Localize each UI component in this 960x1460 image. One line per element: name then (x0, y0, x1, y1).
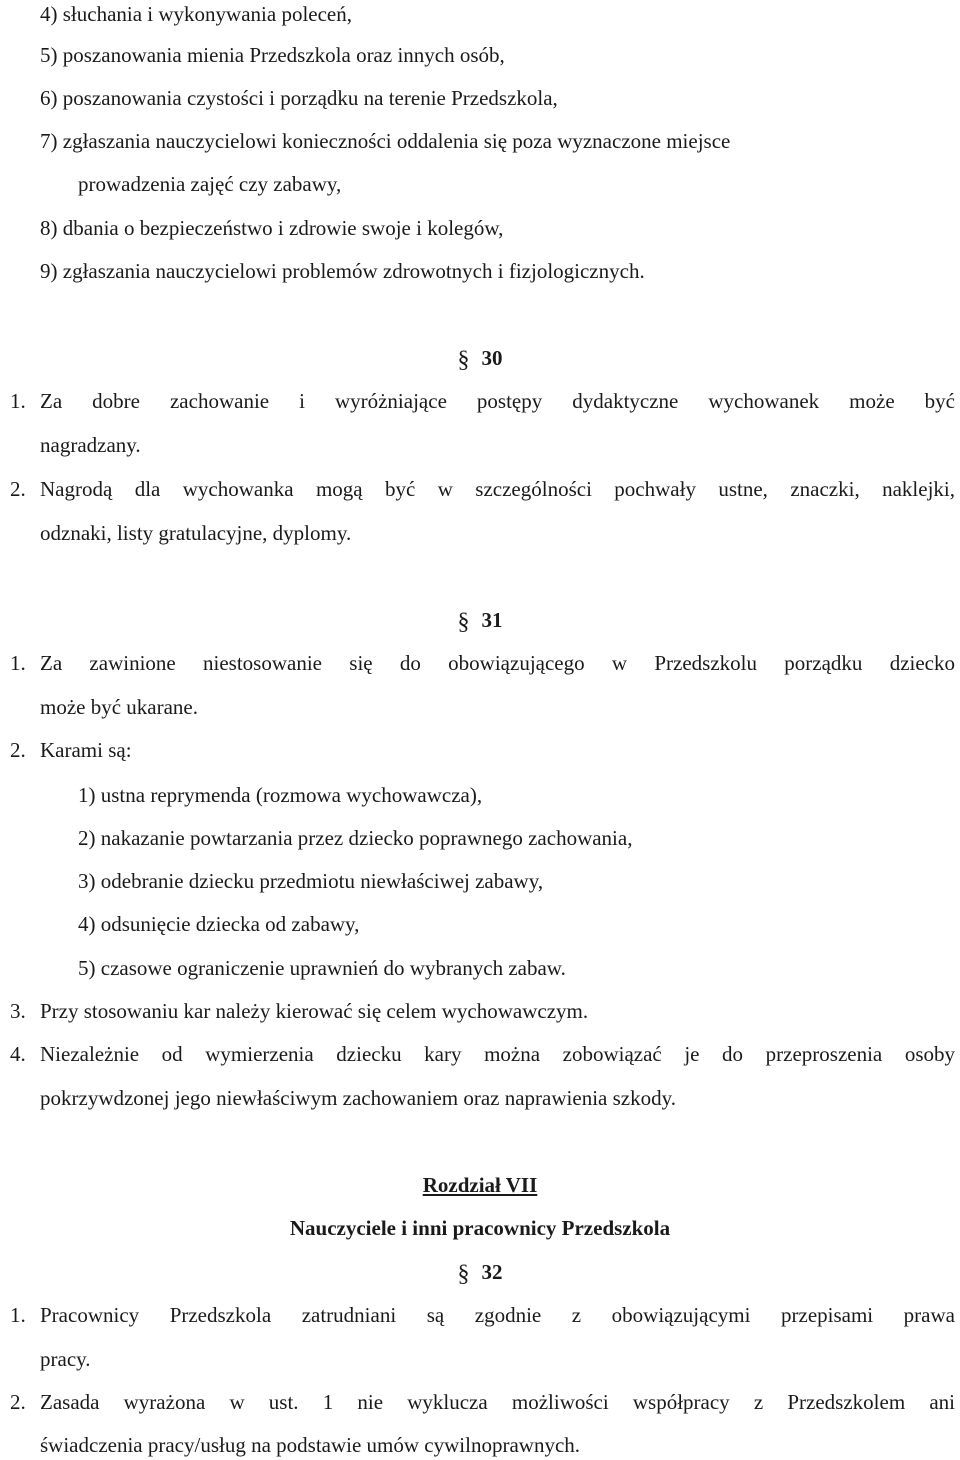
paragraph-text: Nagrodą dla wychowanka mogą być w szczególności pochwały ustne, znaczki, naklejki, (40, 477, 955, 501)
paragraph-text: Za zawinione niestosowanie się do obowiązującego w Przedszkolu porządku dziecko (40, 651, 955, 675)
paragraph-number: 2. (10, 477, 26, 501)
paragraph-text: Przy stosowaniu kar należy kierować się celem wychowawczym. (40, 999, 589, 1023)
list-item (40, 0, 352, 28)
section-heading-30 (0, 344, 960, 372)
list-item-number: 8) (40, 216, 58, 240)
chapter-title (0, 1171, 960, 1199)
list-item (40, 257, 645, 285)
list-item-text: słuchania i wykonywania poleceń, (62, 2, 352, 26)
list-item-text: zgłaszania nauczycielowi konieczności oddalenia się poza wyznaczone miejsce (62, 129, 731, 153)
paragraph-text: Karami są: (40, 738, 132, 762)
paragraph-text-cont: nagradzany. (40, 433, 141, 457)
list-item-number: 9) (40, 259, 58, 283)
list-item (78, 781, 482, 809)
list-item-number: 7) (40, 129, 58, 153)
paragraph-number: 1. (10, 389, 26, 413)
list-item (78, 824, 632, 852)
list-item-text: czasowe ograniczenie uprawnień do wybranych zabaw. (100, 956, 566, 980)
list-item (78, 954, 566, 982)
list-item-text: poszanowania mienia Przedszkola oraz innych osób, (62, 43, 505, 67)
chapter-subtitle: Nauczyciele i inni pracownicy Przedszkola (289, 1216, 671, 1240)
list-item (40, 214, 503, 242)
paragraph-number: 2. (10, 738, 26, 762)
list-item-text: poszanowania czystości i porządku na terenie Przedszkola, (62, 86, 558, 110)
list-item (40, 84, 558, 112)
section-heading-31 (0, 606, 960, 634)
list-item-number: 3) (78, 869, 96, 893)
list-item-number: 5) (40, 43, 58, 67)
paragraph-number: 3. (10, 999, 26, 1023)
section-number: 32 (481, 1260, 503, 1284)
list-item-text: nakazanie powtarzania przez dziecko poprawnego zachowania, (100, 826, 633, 850)
list-item-text: ustna reprymenda (rozmowa wychowawcza), (100, 783, 483, 807)
list-item (78, 910, 359, 938)
list-item (40, 127, 730, 155)
paragraph-mark: § (457, 1261, 470, 1287)
list-item (40, 41, 505, 69)
paragraph-text: Niezależnie od wymierzenia dziecku kary można zobowiązać je do przeproszenia osoby (40, 1042, 955, 1066)
paragraph-text: Zasada wyrażona w ust. 1 nie wyklucza możliwości współpracy z Przedszkolem ani (40, 1390, 955, 1414)
paragraph-number: 2. (10, 1390, 26, 1414)
list-item-number: 5) (78, 956, 96, 980)
list-item-text: dbania o bezpieczeństwo i zdrowie swoje i kolegów, (62, 216, 504, 240)
chapter-title-text: Rozdział VII (422, 1173, 538, 1197)
paragraph-text-cont: odznaki, listy gratulacyjne, dyplomy. (40, 521, 352, 545)
paragraph-text: Pracownicy Przedszkola zatrudniani są zgodnie z obowiązującymi przepisami prawa (40, 1303, 955, 1327)
section-heading-32 (0, 1258, 960, 1286)
list-item-continuation: prowadzenia zajęć czy zabawy, (78, 172, 342, 196)
paragraph-text-cont: może być ukarane. (40, 695, 199, 719)
paragraph-text-cont: pracy. (40, 1347, 91, 1371)
list-item-number: 4) (78, 912, 96, 936)
list-item (78, 867, 543, 895)
paragraph-text-cont: pokrzywdzonej jego niewłaściwym zachowaniem oraz naprawienia szkody. (40, 1086, 676, 1110)
list-item-number: 4) (40, 2, 58, 26)
paragraph-mark: § (457, 609, 470, 635)
list-item-text: zgłaszania nauczycielowi problemów zdrowotnych i fizjologicznych. (62, 259, 645, 283)
paragraph-text-cont: świadczenia pracy/usług na podstawie umów cywilnoprawnych. (40, 1433, 581, 1457)
list-item-number: 6) (40, 86, 58, 110)
list-item-number: 1) (78, 783, 96, 807)
paragraph-text: Za dobre zachowanie i wyróżniające postępy dydaktyczne wychowanek może być (40, 389, 955, 413)
paragraph-number: 4. (10, 1042, 26, 1066)
list-item-text: odebranie dziecku przedmiotu niewłaściwej zabawy, (100, 869, 544, 893)
paragraph-number: 1. (10, 1303, 26, 1327)
paragraph-number: 1. (10, 651, 26, 675)
paragraph-mark: § (457, 347, 470, 373)
section-number: 31 (481, 608, 503, 632)
list-item-number: 2) (78, 826, 96, 850)
list-item-text: odsunięcie dziecka od zabawy, (100, 912, 360, 936)
section-number: 30 (481, 346, 503, 370)
